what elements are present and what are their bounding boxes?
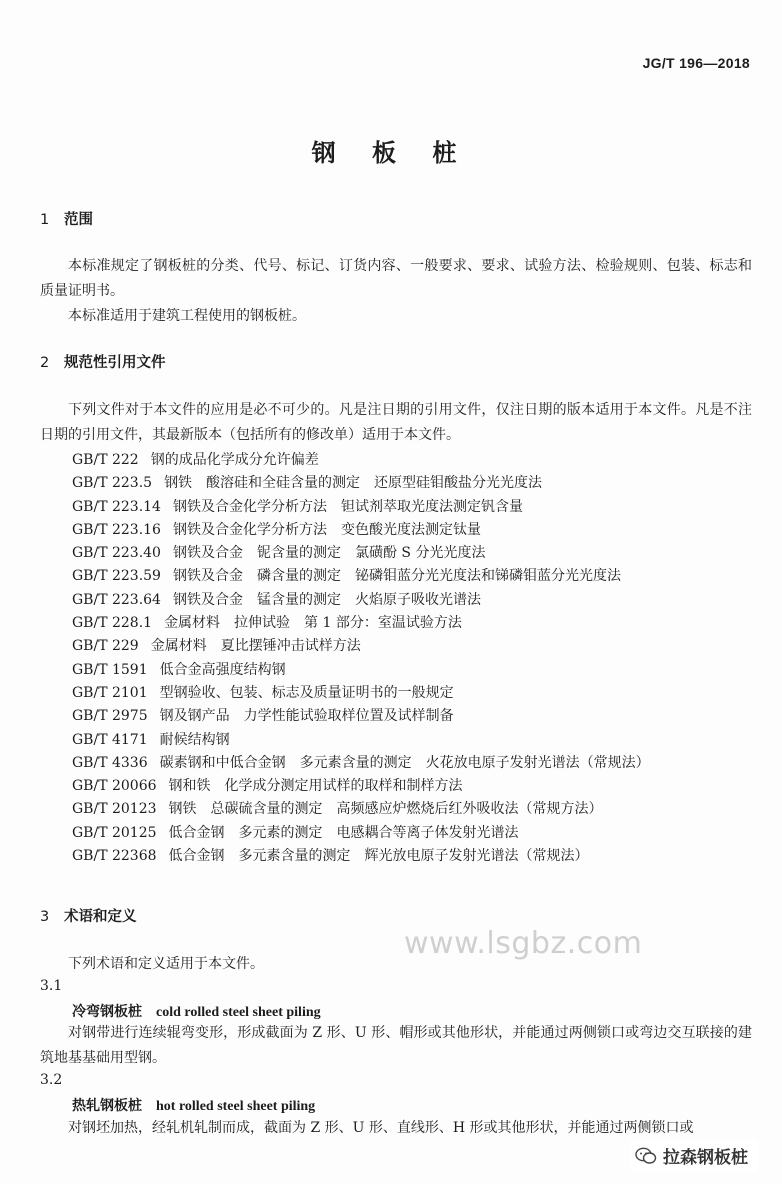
section-number: 1 (40, 212, 50, 228)
paragraph: 对钢坯加热，经轧机轧制而成，截面为 Z 形、U 形、直线形、H 形或其他形状，并能通过两侧锁口或 (68, 1120, 694, 1136)
paragraph: 对钢带进行连续辊弯变形，形成截面为 Z 形、U 形、帽形或其他形状，并能通过两侧锁口或弯边交互联接的建筑地基基础用型钢。 (40, 1025, 752, 1066)
reference-code: GB/T 228.1 (72, 615, 153, 632)
reference-code: GB/T 222 (72, 452, 139, 468)
reference-title: 型钢验收、包装、标志及质量证明书的一般规定 (159, 684, 454, 701)
reference-title: 钢铁 总碳硫含量的测定 高频感应炉燃烧后红外吸收法（常规方法） (168, 801, 603, 818)
reference-code: GB/T 1591 (72, 661, 148, 678)
reference-item (72, 659, 650, 682)
term-heading (72, 1095, 315, 1115)
reference-title: 金属材料 夏比摆锤冲击试样方法 (150, 638, 361, 655)
reference-item (72, 705, 650, 728)
wechat-icon (635, 1147, 657, 1165)
term-en: hot rolled steel sheet piling (156, 1099, 316, 1114)
reference-title: 碳素钢和中低合金钢 多元素含量的测定 火花放电原子发射光谱法（常规法） (159, 754, 650, 771)
reference-title: 钢铁及合金化学分析方法 钽试剂萃取光度法测定钒含量 (172, 498, 523, 515)
reference-title: 金属材料 拉伸试验 第 1 部分：室温试验方法 (164, 615, 462, 632)
reference-item (72, 472, 650, 495)
term-heading (72, 1001, 321, 1021)
paragraph: 下列文件对于本文件的应用是必不可少的。凡是注日期的引用文件，仅注日期的版本适用于本文件。凡是不注日期的引用文件，其最新版本（包括所有的修改单）适用于本文件。 (40, 402, 752, 443)
reference-item (72, 729, 650, 752)
reference-item (72, 822, 650, 845)
reference-item (72, 845, 650, 868)
reference-item (72, 798, 650, 821)
badge-label: 拉森钢板桩 (663, 1148, 748, 1168)
reference-title: 钢铁及合金 锰含量的测定 火焰原子吸收光谱法 (172, 591, 481, 608)
section-3-intro (40, 952, 752, 977)
reference-item (72, 752, 650, 775)
normative-references-list (72, 449, 650, 868)
reference-code: GB/T 22368 (72, 848, 157, 865)
reference-item (72, 449, 650, 472)
section-2-heading (40, 351, 166, 372)
reference-code: GB/T 20125 (72, 824, 157, 841)
paragraph: 本标准适用于建筑工程使用的钢板桩。 (68, 308, 306, 324)
term-definition (40, 1116, 694, 1141)
paragraph: 下列术语和定义适用于本文件。 (68, 956, 264, 972)
reference-code: GB/T 223.16 (72, 521, 161, 538)
reference-title: 低合金钢 多元素含量的测定 辉光放电原子发射光谱法（常规法） (168, 848, 589, 865)
reference-title: 钢的成品化学成分允许偏差 (150, 452, 319, 468)
reference-code: GB/T 4336 (72, 754, 148, 771)
reference-code: GB/T 223.5 (72, 475, 153, 492)
reference-code: GB/T 20066 (72, 778, 157, 795)
section-number: 2 (40, 355, 50, 371)
reference-title: 钢及钢产品 力学性能试验取样位置及试样制备 (159, 708, 454, 725)
account-badge[interactable] (629, 1139, 758, 1172)
reference-title: 钢铁 酸溶硅和全硅含量的测定 还原型硅钼酸盐分光光度法 (164, 475, 543, 492)
reference-title: 钢铁及合金化学分析方法 变色酸光度法测定钛量 (172, 521, 481, 538)
reference-title: 耐候结构钢 (159, 731, 230, 748)
term-cn: 冷弯钢板桩 (72, 1004, 142, 1020)
reference-code: GB/T 2975 (72, 708, 148, 725)
reference-item (72, 565, 650, 588)
reference-item (72, 682, 650, 705)
standard-code: JG/T 196—2018 (642, 55, 750, 71)
section-3-heading (40, 905, 137, 926)
reference-code: GB/T 4171 (72, 731, 148, 748)
clause-number: 3.2 (40, 1072, 63, 1088)
reference-item (72, 519, 650, 542)
section-1-heading (40, 208, 93, 229)
reference-item (72, 635, 650, 658)
reference-code: GB/T 20123 (72, 801, 157, 818)
reference-title: 低合金钢 多元素的测定 电感耦合等离子体发射光谱法 (168, 824, 519, 841)
watermark: www.lsgbz.com (404, 926, 643, 961)
section-2-intro (40, 398, 752, 448)
reference-item (72, 496, 650, 519)
term-definition (40, 1021, 752, 1071)
reference-code: GB/T 223.59 (72, 568, 161, 585)
section-title: 范围 (64, 212, 93, 228)
reference-item (72, 775, 650, 798)
section-title: 规范性引用文件 (64, 355, 166, 371)
reference-title: 钢和铁 化学成分测定用试样的取样和制样方法 (168, 778, 463, 795)
reference-item (72, 589, 650, 612)
reference-item (72, 542, 650, 565)
reference-code: GB/T 223.64 (72, 591, 161, 608)
section-number: 3 (40, 909, 50, 925)
reference-code: GB/T 223.40 (72, 545, 161, 562)
reference-title: 低合金高强度结构钢 (159, 661, 286, 678)
reference-code: GB/T 223.14 (72, 498, 161, 515)
document-title: 钢 板 桩 (311, 138, 471, 167)
clause-number: 3.1 (40, 978, 63, 994)
reference-item (72, 612, 650, 635)
term-cn: 热轧钢板桩 (72, 1098, 142, 1114)
section-title: 术语和定义 (64, 909, 137, 925)
section-1-body (40, 254, 752, 329)
reference-title: 钢铁及合金 铌含量的测定 氯磺酚 S 分光光度法 (172, 545, 486, 562)
paragraph: 本标准规定了钢板桩的分类、代号、标记、订货内容、一般要求、要求、试验方法、检验规则、包装、标志和质量证明书。 (40, 258, 752, 299)
term-en: cold rolled steel sheet piling (156, 1005, 321, 1020)
reference-code: GB/T 2101 (72, 684, 148, 701)
reference-code: GB/T 229 (72, 638, 139, 655)
reference-title: 钢铁及合金 磷含量的测定 铋磷钼蓝分光光度法和锑磷钼蓝分光光度法 (172, 568, 621, 585)
